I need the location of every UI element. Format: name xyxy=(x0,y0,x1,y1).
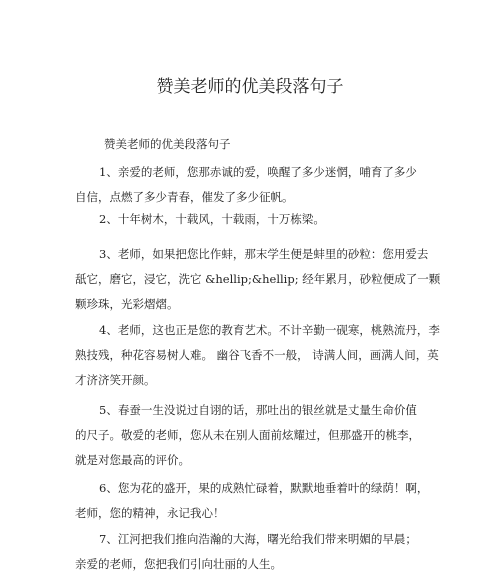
paragraph-1 xyxy=(75,160,437,210)
paragraph-line: 1、亲爱的老师，您那赤诚的爱，唤醒了多少迷惘，哺育了多少 xyxy=(99,165,417,179)
paragraph-line: 才济济笑开颜。 xyxy=(75,373,156,387)
paragraph-line: 熟技残，种花容易树人难。 幽谷飞香不一般， 诗满人间，画满人间，英 xyxy=(75,348,439,362)
document-title: 赞美老师的优美段落句子 xyxy=(156,77,344,97)
paragraph-line: 7、江河把我们推向浩瀚的大海，曙光给我们带来明媚的早晨； xyxy=(99,532,417,546)
paragraph-line: 2、十年树木，十载风，十载雨，十万栋梁。 xyxy=(99,212,325,226)
paragraph-line: 就是对您最高的评价。 xyxy=(75,453,190,467)
paragraph-6 xyxy=(75,476,437,526)
paragraph-3 xyxy=(75,242,441,317)
paragraph-2 xyxy=(75,207,437,232)
paragraph-line: 3、老师，如果把您比作蚌，那末学生便是蚌里的砂粒：您用爱去 xyxy=(99,247,429,261)
paragraph-7 xyxy=(75,527,437,577)
paragraph-line: 5、春蚕一生没说过自诩的话，那吐出的银丝就是丈量生命价值 xyxy=(99,403,417,417)
paragraph-line: 颗珍珠，光彩熠熠。 xyxy=(75,297,179,311)
paragraph-line: 自信，点燃了多少青春，催发了多少征帆。 xyxy=(75,190,294,204)
paragraph-line: 4、老师，这也正是您的教育艺术。不计辛勤一砚寒，桃熟流丹，李 xyxy=(99,323,440,337)
paragraph-5 xyxy=(75,398,437,473)
document-subheading: 赞美老师的优美段落句子 xyxy=(104,137,231,151)
paragraph-line: 老师，您的精神，永记我心！ xyxy=(75,506,225,520)
paragraph-line: 的尺子。敬爱的老师，您从未在别人面前炫耀过，但那盛开的桃李， xyxy=(75,428,420,442)
paragraph-line: 舐它，磨它，浸它，洗它 &hellip;&hellip; 经年累月，砂粒便成了一颗 xyxy=(75,272,441,286)
paragraph-line: 6、您为花的盛开，果的成熟忙碌着，默默地垂着叶的绿荫！啊， xyxy=(99,481,429,495)
paragraph-4 xyxy=(75,318,440,393)
paragraph-line: 亲爱的老师，您把我们引向壮丽的人生。 xyxy=(75,557,282,571)
